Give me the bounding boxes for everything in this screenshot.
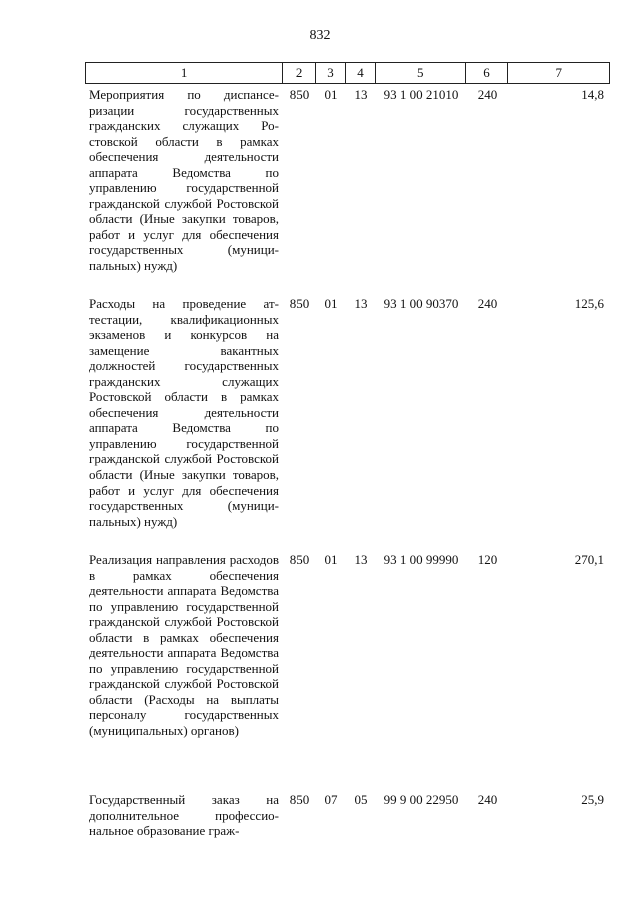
row-target-article: 93 1 00 99990 bbox=[383, 552, 459, 567]
budget-table bbox=[85, 62, 610, 852]
table-row bbox=[85, 87, 610, 296]
row-expense-type: 240 bbox=[477, 87, 498, 102]
row-amount: 25,9 bbox=[581, 792, 604, 807]
header-col-6: 6 bbox=[466, 63, 509, 83]
row-code-admin: 850 bbox=[289, 87, 310, 102]
table-header-row bbox=[85, 62, 610, 84]
row-code-admin: 850 bbox=[289, 792, 310, 807]
page-number: 832 bbox=[309, 28, 331, 43]
row-expense-type: 120 bbox=[477, 552, 498, 567]
row-target-article: 93 1 00 90370 bbox=[383, 296, 459, 311]
header-col-5: 5 bbox=[376, 63, 466, 83]
table-row bbox=[85, 296, 610, 552]
row-section: 01 bbox=[324, 296, 338, 311]
row-subsection: 13 bbox=[354, 296, 368, 311]
table-row bbox=[85, 552, 610, 792]
row-expense-type: 240 bbox=[477, 296, 498, 311]
header-col-2: 2 bbox=[283, 63, 316, 83]
row-subsection: 13 bbox=[354, 87, 368, 102]
row-target-article: 99 9 00 22950 bbox=[383, 792, 459, 807]
row-section: 07 bbox=[324, 792, 338, 807]
row-subsection: 13 bbox=[354, 552, 368, 567]
row-code-admin: 850 bbox=[289, 552, 310, 567]
row-section: 01 bbox=[324, 552, 338, 567]
header-col-3: 3 bbox=[316, 63, 346, 83]
table-row bbox=[85, 792, 610, 852]
row-description: Реализация направления расходов в рамках обеспечения деятельности аппарата Ведомства по управлению государственной гражданской службой Ростовской области в рамках обеспечения деятельности аппарата Ведомства по управлению государственной гражданской службой Ростовской области (Расходы на выплаты персоналу государственных (муниципальных) органов) bbox=[89, 552, 279, 739]
header-col-1: 1 bbox=[86, 63, 283, 83]
row-subsection: 05 bbox=[354, 792, 368, 807]
row-target-article: 93 1 00 21010 bbox=[383, 87, 459, 102]
row-amount: 14,8 bbox=[581, 87, 604, 102]
row-description: Государственный заказ на дополнительное профессиональное образование граж- bbox=[89, 792, 279, 839]
header-col-4: 4 bbox=[346, 63, 376, 83]
row-code-admin: 850 bbox=[289, 296, 310, 311]
row-amount: 270,1 bbox=[574, 552, 604, 567]
header-col-7: 7 bbox=[555, 65, 562, 80]
row-description: Расходы на проведение аттестации, квалификационных экзаменов и конкурсов на замещение вакантных должностей государственных гражданских служащих Ростовской области в рамках обеспечения деятельности аппарата Ведомства по управлению государственной гражданской службой Ростовской области (Иные закупки товаров, работ и услуг для обеспечения государственных (муниципальных) нужд) bbox=[89, 296, 279, 529]
row-expense-type: 240 bbox=[477, 792, 498, 807]
row-description: Мероприятия по диспансеризации государственных гражданских служащих Ростовской области в рамках обеспечения деятельности аппарата Ведомства по управлению государственной гражданской службой Ростовской области (Иные закупки товаров, работ и услуг для обеспечения государственных (муниципальных) нужд) bbox=[89, 87, 279, 274]
row-section: 01 bbox=[324, 87, 338, 102]
row-amount: 125,6 bbox=[574, 296, 604, 311]
